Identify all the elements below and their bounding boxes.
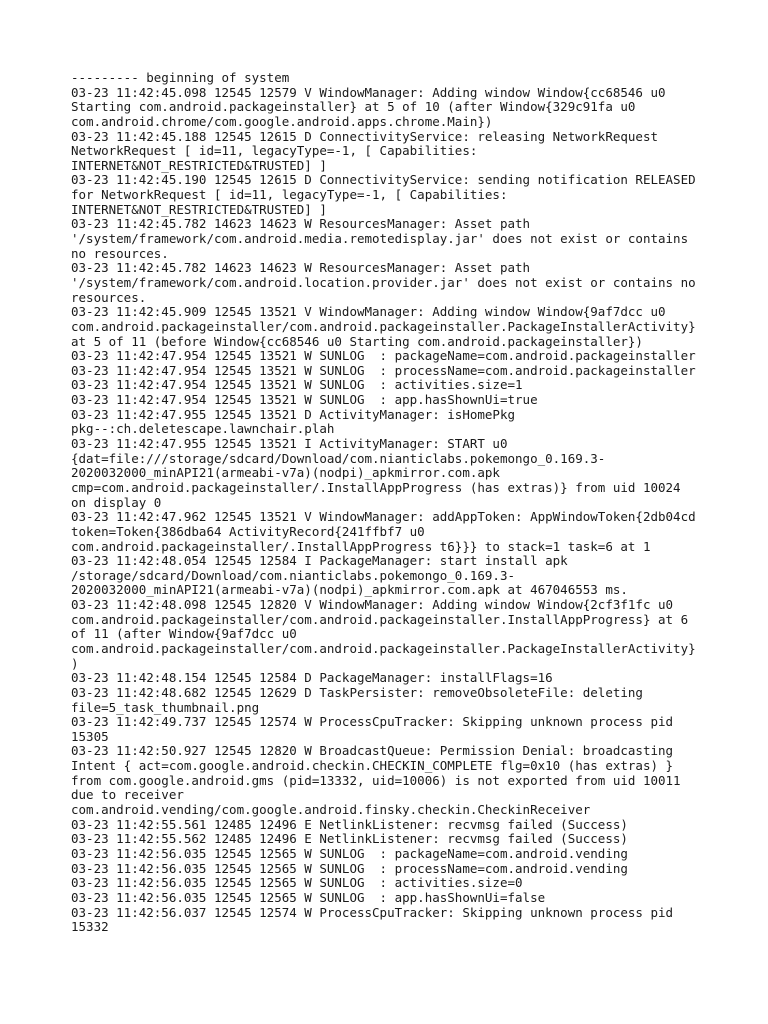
log-line: 03-23 11:42:45.188 12545 12615 D ConnectivityService: releasing NetworkRequest	[71, 128, 658, 144]
log-line: --------- beginning of system	[71, 70, 290, 85]
log-line: 03-23 11:42:56.035 12545 12565 W SUNLOG : activities.size=0	[71, 875, 523, 891]
log-line: 03-23 11:42:55.562 12485 12496 E NetlinkListener: recvmsg failed (Success)	[71, 831, 628, 847]
log-line: {dat=file:///storage/sdcard/Download/com.nianticlabs.pokemongo_0.169.3-	[71, 450, 606, 466]
log-line: of 11 (after Window{9af7dcc u0	[71, 626, 297, 642]
log-line: 03-23 11:42:56.035 12545 12565 W SUNLOG : processName=com.android.vending	[71, 860, 628, 876]
log-line: 03-23 11:42:47.955 12545 13521 I ActivityManager: START u0	[71, 436, 508, 452]
log-line: 03-23 11:42:45.782 14623 14623 W ResourcesManager: Asset path	[71, 260, 531, 276]
log-line: cmp=com.android.packageinstaller/.InstallAppProgress (has extras)} from uid 10024	[71, 479, 681, 495]
log-line: 03-23 11:42:47.954 12545 13521 W SUNLOG : activities.size=1	[71, 377, 523, 393]
log-line: INTERNET&NOT_RESTRICTED&TRUSTED] ]	[71, 157, 327, 173]
log-line: /storage/sdcard/Download/com.nianticlabs.pokemongo_0.169.3-	[71, 567, 516, 583]
log-line: resources.	[71, 289, 147, 305]
log-line: file=5_task_thumbnail.png	[71, 699, 260, 715]
log-line: no resources.	[71, 245, 169, 261]
log-line: 03-23 11:42:48.054 12545 12584 I PackageManager: start install apk	[71, 553, 568, 569]
log-line: at 5 of 11 (before Window{cc68546 u0 Starting com.android.packageinstaller})	[71, 333, 643, 349]
log-line: token=Token{386dba64 ActivityRecord{241ffbf7 u0	[71, 523, 425, 539]
log-line: 03-23 11:42:50.927 12545 12820 W BroadcastQueue: Permission Denial: broadcasting	[71, 743, 674, 759]
log-line: on display 0	[71, 494, 162, 510]
log-line: Intent { act=com.google.android.checkin.CHECKIN_COMPLETE flg=0x10 (has extras) }	[71, 758, 674, 774]
log-line: )	[71, 655, 79, 671]
log-line: 03-23 11:42:45.190 12545 12615 D ConnectivityService: sending notification RELEASED	[71, 172, 696, 188]
log-line: 03-23 11:42:48.682 12545 12629 D TaskPersister: removeObsoleteFile: deleting	[71, 684, 643, 700]
log-line: NetworkRequest [ id=11, legacyType=-1, [ Capabilities:	[71, 143, 478, 159]
log-line: 03-23 11:42:47.955 12545 13521 D ActivityManager: isHomePkg	[71, 406, 516, 422]
log-line: 03-23 11:42:47.962 12545 13521 V WindowManager: addAppToken: AppWindowToken{2db04cd	[71, 509, 696, 525]
log-line: com.android.packageinstaller/com.android.packageinstaller.PackageInstallerActivity}	[71, 640, 696, 656]
log-line: Starting com.android.packageinstaller} at 5 of 10 (after Window{329c91fa u0	[71, 99, 636, 115]
log-line: 03-23 11:42:45.909 12545 13521 V WindowManager: Adding window Window{9af7dcc u0	[71, 304, 666, 320]
log-line: 03-23 11:42:56.035 12545 12565 W SUNLOG : app.hasShownUi=false	[71, 889, 546, 905]
log-text	[71, 71, 711, 935]
log-line: com.android.chrome/com.google.android.apps.chrome.Main})	[71, 113, 493, 129]
log-line: 2020032000_minAPI21(armeabi-v7a)(nodpi)_apkmirror.com.apk	[71, 465, 500, 481]
log-line: com.android.vending/com.google.android.finsky.checkin.CheckinReceiver	[71, 802, 591, 818]
log-line: 03-23 11:42:49.737 12545 12574 W ProcessCpuTracker: Skipping unknown process pid	[71, 714, 674, 730]
log-line: com.android.packageinstaller/com.android.packageinstaller.PackageInstallerActivity}	[71, 318, 696, 334]
log-line: 15332	[71, 919, 109, 935]
log-line: 03-23 11:42:47.954 12545 13521 W SUNLOG : processName=com.android.packageinstaller	[71, 362, 696, 378]
log-line: 03-23 11:42:48.098 12545 12820 V WindowManager: Adding window Window{2cf3f1fc u0	[71, 597, 674, 613]
log-line: 03-23 11:42:45.782 14623 14623 W ResourcesManager: Asset path	[71, 216, 531, 232]
log-line: pkg--:ch.deletescape.lawnchair.plah	[71, 421, 335, 437]
log-line: 03-23 11:42:48.154 12545 12584 D PackageManager: installFlags=16	[71, 670, 553, 686]
log-line: 03-23 11:42:55.561 12485 12496 E NetlinkListener: recvmsg failed (Success)	[71, 816, 628, 832]
log-line: 03-23 11:42:47.954 12545 13521 W SUNLOG : packageName=com.android.packageinstaller	[71, 348, 696, 364]
log-line: INTERNET&NOT_RESTRICTED&TRUSTED] ]	[71, 201, 327, 217]
log-line: '/system/framework/com.android.media.remotedisplay.jar' does not exist or contains	[71, 231, 689, 247]
log-line: 15305	[71, 728, 109, 744]
log-line: com.android.packageinstaller/.InstallAppProgress t6}}} to stack=1 task=6 at 1	[71, 538, 651, 554]
log-line: for NetworkRequest [ id=11, legacyType=-1, [ Capabilities:	[71, 187, 508, 203]
log-line: '/system/framework/com.android.location.provider.jar' does not exist or contains no	[71, 274, 696, 290]
log-line: 03-23 11:42:56.035 12545 12565 W SUNLOG : packageName=com.android.vending	[71, 845, 628, 861]
log-line: com.android.packageinstaller/com.android.packageinstaller.InstallAppProgress} at 6	[71, 611, 689, 627]
log-line: 03-23 11:42:56.037 12545 12574 W ProcessCpuTracker: Skipping unknown process pid	[71, 904, 674, 920]
log-line: from com.google.android.gms (pid=13332, uid=10006) is not exported from uid 10011	[71, 772, 681, 788]
log-line: 03-23 11:42:47.954 12545 13521 W SUNLOG : app.hasShownUi=true	[71, 392, 538, 408]
log-line: 2020032000_minAPI21(armeabi-v7a)(nodpi)_apkmirror.com.apk at 467046553 ms.	[71, 582, 628, 598]
log-line: due to receiver	[71, 787, 184, 803]
log-line: 03-23 11:42:45.098 12545 12579 V WindowManager: Adding window Window{cc68546 u0	[71, 84, 666, 100]
